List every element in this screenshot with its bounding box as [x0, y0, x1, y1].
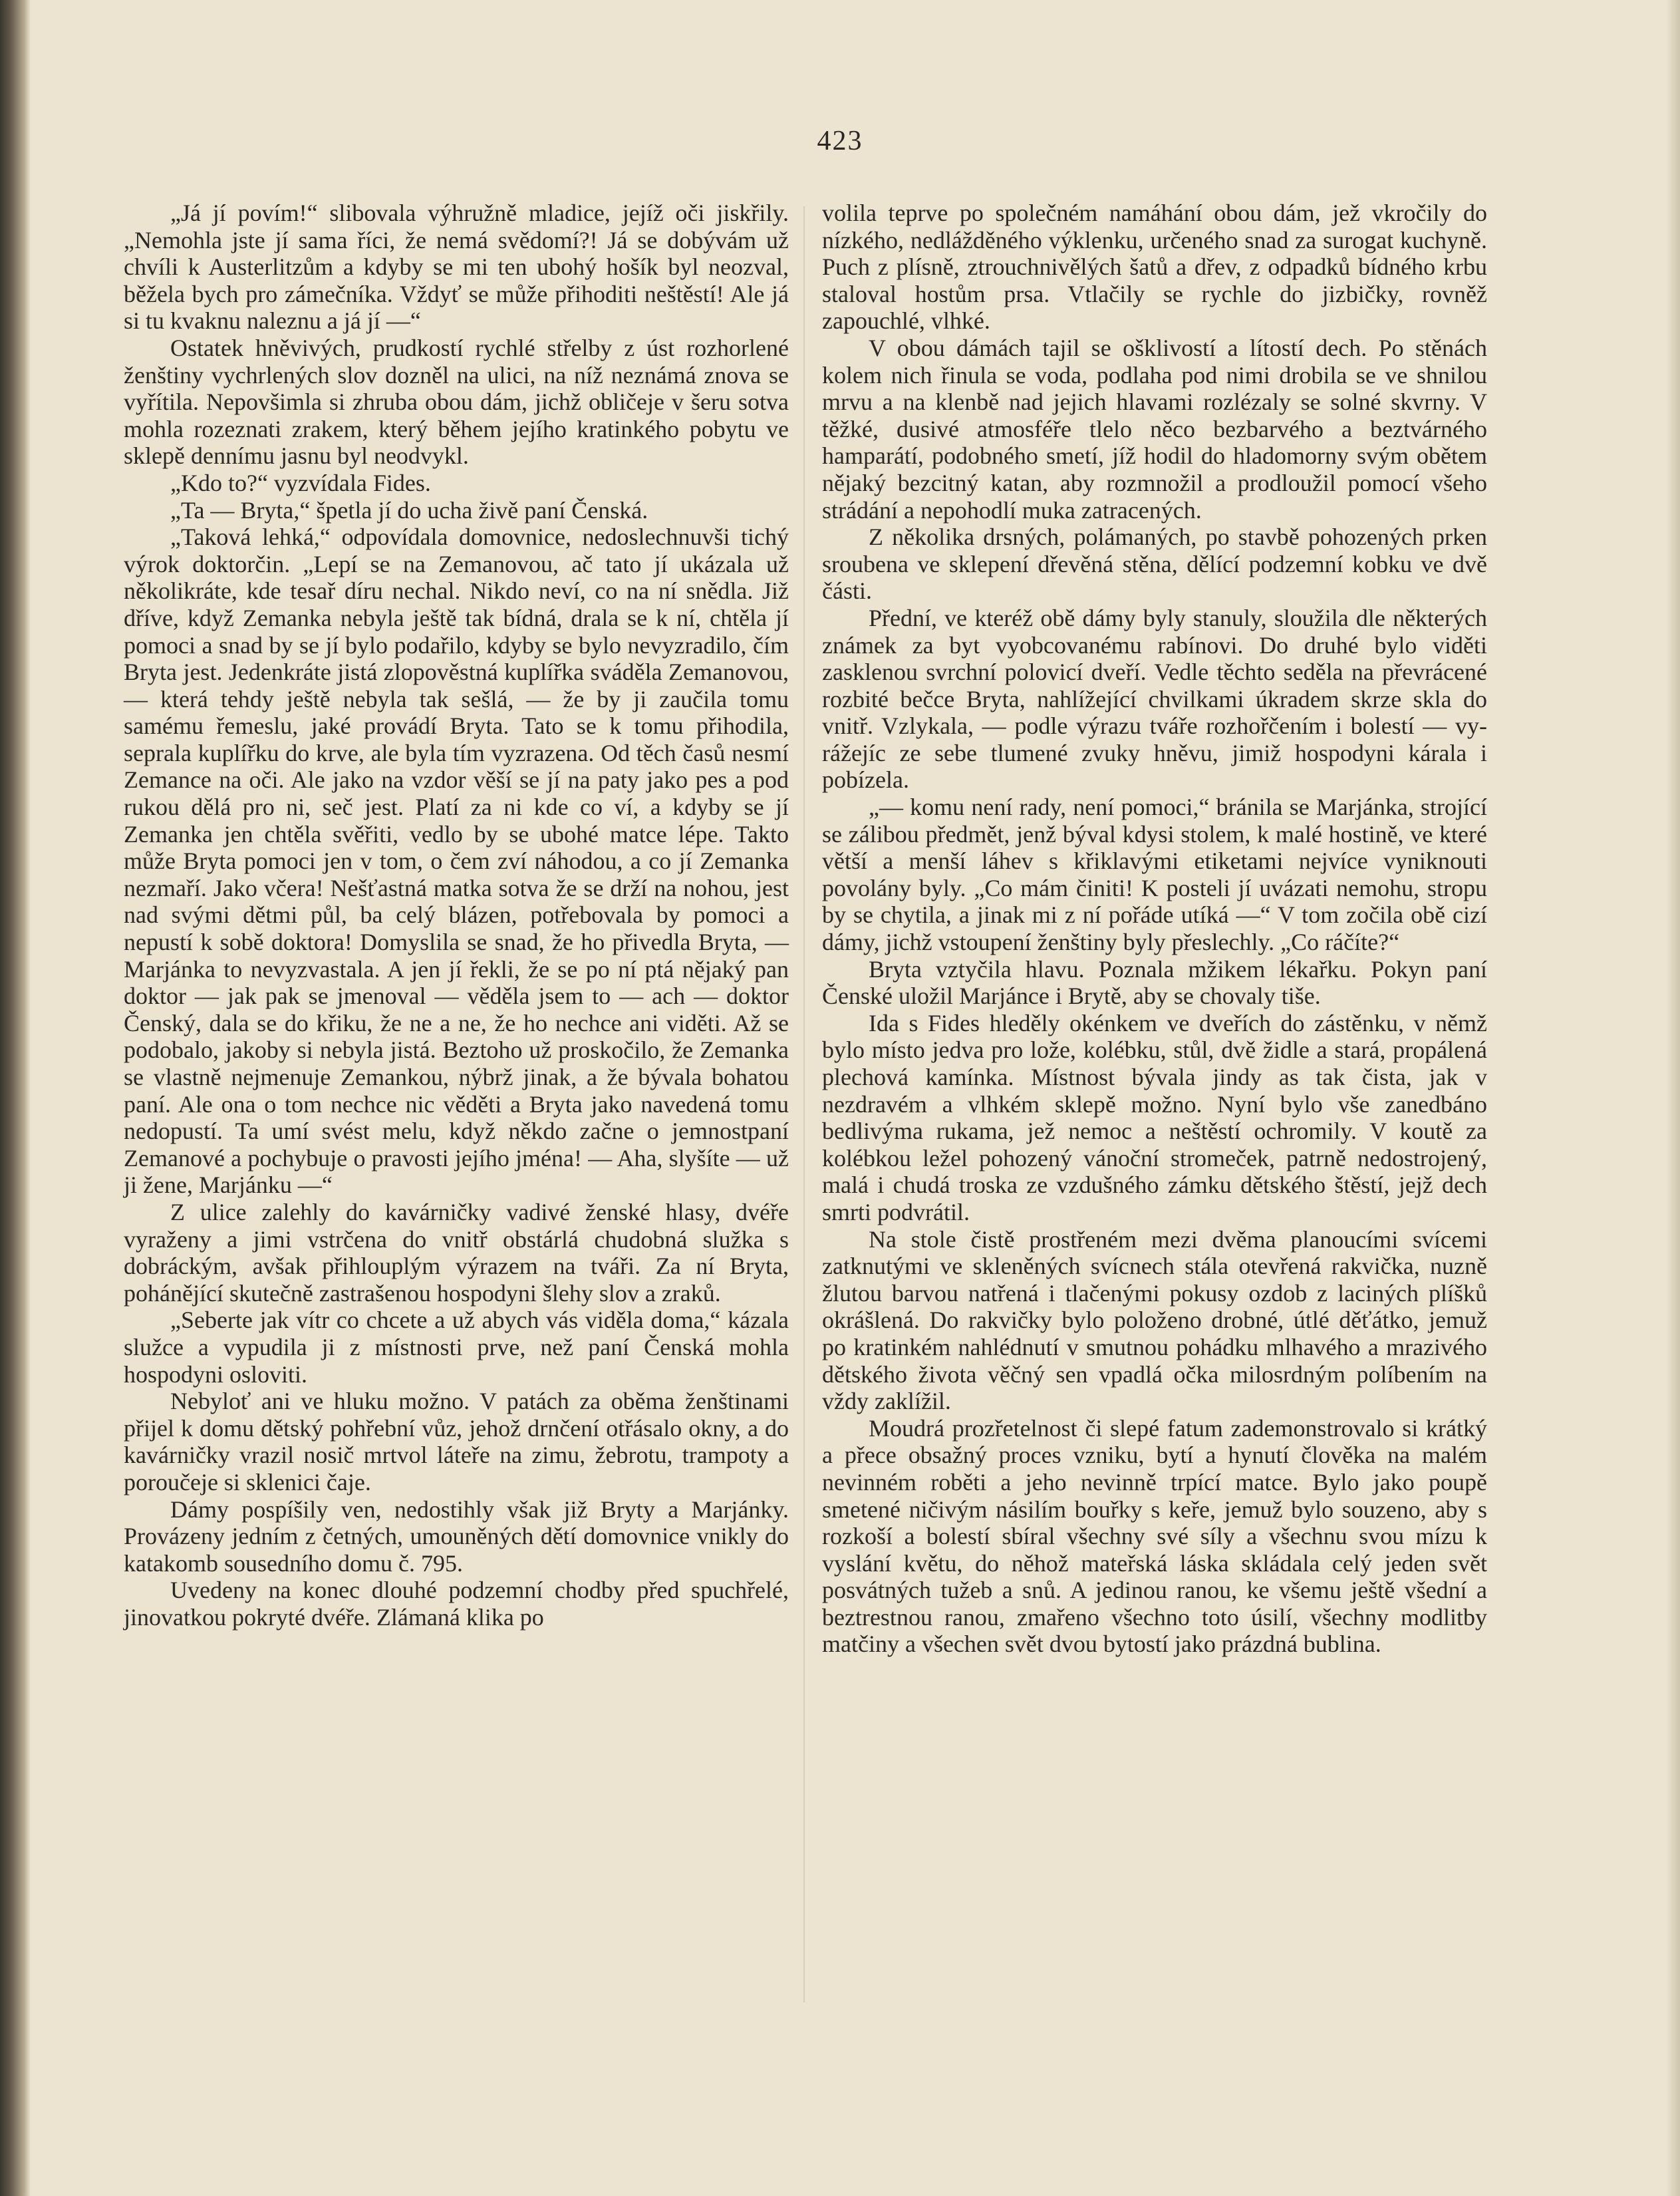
page-outer-edge [1665, 0, 1680, 2196]
paragraph: Přední, ve kteréž obě dámy byly stanuly, sloužila dle některých známek za byt vyobcovanému rabínovi. Do druhé bylo viděti zasklenou svrchní polovicí dveří. Vedle těchto seděla na převrácené rozbité bečce Bryta, nahlížející chvilkami úkradem skrze skla do vnitř. Vzlykala, — podle výrazu tváře rozhořčením i bolestí — vyrážejíc ze sebe tlumené zvuky hněvu, jimiž hospodyni kárala i pobízela. [822, 604, 1487, 794]
right-text-column [822, 200, 1487, 2129]
paragraph: Bryta vztyčila hlavu. Poznala mžikem lékařku. Pokyn paní Čenské uložil Marjánce i Brytě, aby se chovaly tiše. [822, 955, 1487, 1010]
paragraph: „Já jí povím!“ slibovala výhružně mladice, jejíž oči jiskřily. „Nemohla jste jí sama říci, že nemá svědomí?! Já se dobývám už chvíli k Austerlitzům a kdyby se mi ten ubohý hošík byl neozval, běžela bych pro zámečníka. Vždyť se může přihoditi neštěstí! Ale já si tu kvaknu naleznu a já jí —“ [124, 200, 789, 335]
paragraph: Uvedeny na konec dlouhé podzemní chodby před spuchřelé, jinovatkou pokryté dvéře. Zlámaná klika po [124, 1577, 789, 1631]
paragraph: Moudrá prozřetelnost či slepé fatum zademonstrovalo si krátký a přece obsažný proces vzniku, bytí a hynutí člověka na malém nevinném roběti a jeho nevinně trpící matce. Bylo jako poupě smetené ničivým násilím bouřky s keře, jemuž bylo souzeno, aby s rozkoší a bolestí sbíral všechny své síly a všechnu svou mízu k vyslání květu, do něhož mateřská láska skládala celý jeden svět posvátných tužeb a snů. A jedinou ranou, ke všemu ještě všední a beztrestnou ranou, zmařeno všechno toto úsilí, všechny modlitby matčiny a všechen svět dvou bytostí jako prázdná bublina. [822, 1414, 1487, 1658]
paragraph: Z ulice zalehly do kavárničky vadivé ženské hlasy, dvéře vyraženy a jimi vstrčena do vnitř obstárlá chudobná služka s dobráckým, avšak přihlouplým výrazem na tváři. Za ní Bryta, pohánějící skutečně zastrašenou hospodyni šlehy slov a zraků. [124, 1198, 789, 1307]
page-number: 423 [817, 126, 863, 156]
paragraph: „Kdo to?“ vyzvídala Fides. [170, 469, 431, 496]
paragraph: „Ta — Bryta,“ špetla jí do ucha živě paní Čenská. [170, 496, 648, 524]
paragraph: Na stole čistě prostřeném mezi dvěma planoucími svícemi zatknutými ve skleněných svícnech stála otevřená rakvička, nuzně žlutou barvou natřená i tlačenými pokusy ozdob z laciných plíšků okrášlená. Do rakvičky bylo položeno drobné, útlé děťátko, jemuž po kratinkém nahlédnutí v smutnou pohádku mlhavého a mrazivého dětského života věčný sen vpadlá očka milosrdným políbením na vždy zaklížil. [822, 1225, 1487, 1415]
paragraph: „Taková lehká,“ odpovídala domovnice, nedoslechnuvši tichý výrok doktorčin. „Lepí se na Zemanovou, ač tato jí ukázala už několikráte, kde tesař díru nechal. Nikdo neví, co na ní snědla. Již dříve, když Zemanka nebyla ještě tak bídná, drala se k ní, chtěla jí pomoci a snad by se jí bylo podařilo, kdyby se bylo nevyzradilo, čím Bryta jest. Jedenkráte jistá zlopověstná kuplířka sváděla Zemanovou, — která tehdy ještě nebyla tak sešlá, — že by ji zaučila tomu samému řemeslu, jaké provádí Bryta. Tato se k tomu přihodila, seprala kuplířku do krve, ale byla tím vyzrazena. Od těch časů nesmí Zemance na oči. Ale jako na vzdor věší se jí na paty jako pes a pod rukou dělá pro ni, seč jest. Platí za ni kde co ví, a kdyby se jí Zemanka jen chtěla svěřiti, vedlo by se ubohé matce lépe. Takto může Bryta pomoci jen v tom, o čem zví náhodou, a co jí Zemanka nezmaří. Jako včera! Nešťastná matka sotva že se drží na nohou, jest nad svými dětmi půl, ba celý blázen, potřebovala by pomoci a nepustí k sobě doktora! Domyslila se snad, že ho přivedla Bryta, — Marjánka to nevyzvastala. A jen jí řekli, že se po ní ptá nějaký pan doktor — jak pak se jmenoval — věděla jsem to — ach — doktor Čenský, dala se do křiku, že ne a ne, že ho nechce ani viděti. Až se podobalo, jakoby si nebyla jistá. Beztoho už proskočilo, že Zemanka se vlastně nejmenuje Zemankou, nýbrž jinak, a že bývala bohatou paní. Ale ona o tom nechce nic věděti a Bryta jako navedená tomu nedopustí. Ta umí svést melu, když někdo začne o jemnostpaní Zemanové a pochybuje o pravosti jejího jména! — Aha, slyšíte — už ji žene, Marjánku —“ [124, 524, 789, 1199]
paragraph-continuation: volila teprve po společném namáhání obou dám, jež vkročily do nízkého, nedlážděného výklenku, určeného snad za surogat kuchyně. Puch z plísně, ztrouchnivělých šatů a dřev, z odpadků bídného krbu staloval hostům prsa. Vtlačily se rychle do jizbičky, rovněž zapouchlé, vlhké. [822, 200, 1487, 335]
paragraph: „Seberte jak vítr co chcete a už abych vás viděla doma,“ kázala služce a vypudila ji z místnosti prve, než paní Čenská mohla hospodyni osloviti. [124, 1307, 789, 1388]
column-gutter [803, 206, 805, 2002]
paragraph: V obou dámách tajil se ošklivostí a lítostí dech. Po stěnách kolem nich řinula se voda, podlaha pod nimi drobila se ve shnilou mrvu a na klenbě nad jejich hlavami rozlézaly se solné skvrny. V těžké, dusivé atmosféře tlelo něco bezbarvého a beztvárného hamparátí, podobného smetí, jíž hodil do hladomorny svým obětem nějaký bezcitný katan, aby rozmnožil a prodloužil pomocí všeho strádání a nepohodlí muka zatracených. [822, 334, 1487, 524]
paragraph: Dámy pospíšily ven, nedostihly však již Bryty a Marjánky. Provázeny jedním z četných, umouněných dětí domovnice vnikly do katakomb sousedního domu č. 795. [124, 1495, 789, 1577]
paragraph: „— komu není rady, není pomoci,“ bránila se Marjánka, strojící se zálibou předmět, jenž býval kdysi stolem, k malé hostině, ve které větší a menší láhev s křiklavými etiketami nejvíce vyniknouti povolány byly. „Co mám činiti! K posteli jí uvázati nemohu, stropu by se chytila, a jinak mi z ní pořáde utíká —“ V tom zočila obě cizí dámy, jichž vstoupení ženštiny byly přeslechly. „Co ráčíte?“ [822, 794, 1487, 956]
left-text-column [124, 200, 789, 2129]
paragraph: Z několika drsných, polámaných, po stavbě pohozených prken sroubena ve sklepení dřevěná stěna, dělící podzemní kobku ve dvě části. [822, 524, 1487, 605]
paragraph: Ida s Fides hleděly okénkem ve dveřích do zástěnku, v němž bylo místo jedva pro lože, kolébku, stůl, dvě židle a stará, propálená plechová kamínka. Místnost bývala jindy as tak čista, jak v nezdravém a vlhkém sklepě možno. Nyní bylo vše zanedbáno bedlivýma rukama, jež nemoc a neštěstí ochromily. V koutě za kolébkou ležel pohozený vánoční stromeček, patrně nedostrojený, malá i chudá troska ze vzdušného zámku dětského štěstí, jejž dech smrti podvrátil. [822, 1009, 1487, 1225]
paragraph: Nebyloť ani ve hluku možno. V patách za oběma ženštinami přijel k domu dětský pohřební vůz, jehož drnčení otřásalo okny, a do kavárničky vrazil nosič mrtvol láteře na zimu, žebrotu, trampoty a poroučeje si sklenici čaje. [124, 1388, 789, 1495]
paragraph: Ostatek hněvivých, prudkostí rychlé střelby z úst rozhorlené ženštiny vychrlených slov dozněl na ulici, na níž neznámá znova se vyřítila. Nepovšimla si zhruba obou dám, jichž obličeje v šeru sotva mohla rozeznati zrakem, který během jejího kratinkého pobytu ve sklepě dennímu jasnu byl neodvykl. [124, 334, 789, 470]
page-binding-edge [0, 0, 31, 2196]
